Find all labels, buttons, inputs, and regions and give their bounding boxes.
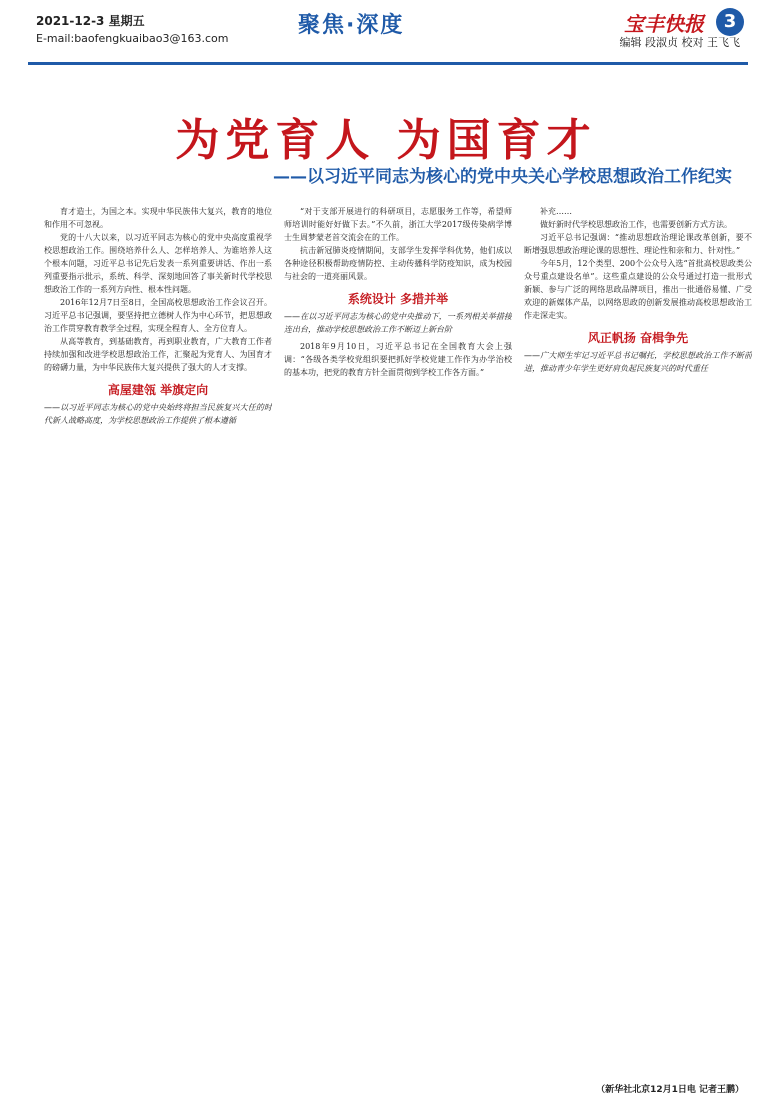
paragraph: 补充…… — [540, 207, 572, 216]
article-byline: （新华社北京12月1日电 记者王鹏） — [596, 1085, 744, 1095]
paragraph: 2016年12月7日至8日，全国高校思想政治工作会议召开。习近平总书记强调，要坚持把立德树人作为中心环节，把思想政治工作贯穿教育教学全过程，实现全程育人、全方位育人。 — [44, 298, 272, 333]
paragraph: 抗击新冠肺炎疫情期间，支部学生发挥学科优势，他们成以各种途径积极帮助疫情防控、主动传播科学防疫知识，成为校园与社会的一道亮丽风景。 — [284, 246, 512, 281]
masthead — [28, 8, 748, 68]
editor-credits: 编辑 段淑贞 校对 王飞飞 — [619, 36, 740, 49]
paragraph: 习近平总书记强调：“推动思想政治理论课改革创新，要不断增强思想政治理论课的思想性、理论性和亲和力、针对性。” — [524, 233, 752, 255]
section-subheading: 高屋建瓴 举旗定向 — [107, 383, 209, 397]
section-summary: ——在以习近平同志为核心的党中央推动下，一系列相关举措接连出台，推动学校思想政治工作不断迈上新台阶 — [284, 312, 512, 334]
section-summary: ——以习近平同志为核心的党中央始终将担当民族复兴大任的时代新人战略高度，为学校思想政治工作提供了根本遵循 — [44, 403, 272, 425]
section-subheading: 风正帆扬 奋楫争先 — [587, 331, 689, 345]
paragraph: 2018年9月10日，习近平总书记在全国教育大会上强调：“各级各类学校党组织要把抓好学校党建工作作为办学治校的基本功，把党的教育方针全面贯彻到学校工作各方面。” — [284, 342, 512, 377]
paragraph: 育才造士，为国之本。实现中华民族伟大复兴，教育的地位和作用不可忽视。 — [44, 207, 272, 229]
contact-email[interactable]: E-mail:baofengkuaibao3@163.com — [36, 32, 229, 45]
headline-subtitle: ——以习近平同志为核心的党中央关心学校思想政治工作纪实 — [273, 167, 732, 187]
article-column-1 — [44, 205, 272, 1085]
section-title: 聚焦·深度 — [298, 13, 405, 38]
paragraph: 从高等教育，到基础教育，再到职业教育，广大教育工作者持续加强和改进学校思想政治工作，汇聚起为党育人、为国育才的磅礴力量，为中华民族伟大复兴提供了强大的人才支撑。 — [44, 337, 272, 372]
issue-date: 2021-12-3 星期五 — [36, 14, 145, 28]
paragraph: 今年5月，12个类型、200个公众号入选“首批高校思政类公众号重点建设名单”。这些重点建设的公众号通过打造一批形式新颖、参与广泛的网络思政品牌项目，推出一批通俗易懂、广受欢迎的新媒体产品，以网络思政的创新发展推动高校思想政治工作走深走实。 — [524, 259, 752, 320]
paragraph: 做好新时代学校思想政治工作，也需要创新方式方法。 — [540, 220, 732, 229]
section-summary: ——广大师生牢记习近平总书记嘱托，学校思想政治工作不断前进，推动青少年学生更好肩负起民族复兴的时代重任 — [524, 351, 752, 373]
article-column-2 — [284, 205, 512, 1085]
paragraph: “对于支部开展进行的科研项目，志愿服务工作等，希望师师培训时能好好做下去。”不久前，浙江大学2017级传染病学博士生周梦蒙老首交流会在的工作。 — [284, 207, 512, 242]
article-column-3 — [524, 205, 752, 1085]
newspaper-logo: 宝丰快报 — [624, 12, 704, 36]
main-headline: 为党育人 为国育才 — [175, 115, 597, 166]
paragraph: 党的十八大以来，以习近平同志为核心的党中央高度重视学校思想政治工作。围绕培养什么人、怎样培养人、为谁培养人这个根本问题，习近平总书记先后发表一系列重要讲话、作出一系列重要指示批示，系统、科学、深刻地回答了事关新时代学校思想政治工作的一系列方向性、根本性问题。 — [44, 233, 272, 294]
header-divider — [28, 62, 748, 65]
page-number-badge: 3 — [716, 8, 744, 36]
section-subheading: 系统设计 多措并举 — [347, 292, 449, 306]
